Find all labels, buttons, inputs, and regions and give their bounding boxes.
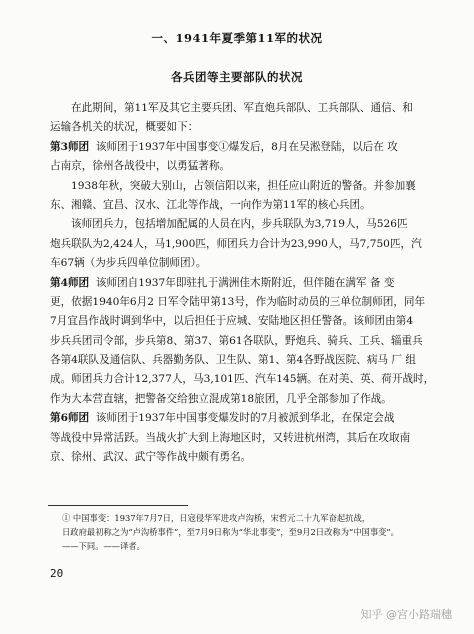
div4-line-1-text: 该师团自1937年即驻扎于满洲佳木斯附近，但伴随在满军 备 变 (95, 276, 395, 289)
div4-line-4: 步兵兵团司令部，步兵第8、第37、第61各联队，野炮兵、骑兵、工兵、辎重兵 (50, 334, 423, 347)
div3-line-3: 1938年秋，突破大别山，占领信阳以来，担任应山附近的警备。并参加襄 (71, 179, 416, 192)
footnote (62, 511, 452, 553)
intro-line-2: 运输各机关的状况，概要如下： (50, 121, 199, 134)
footnote-line-1: ① 中国事变：1937年7月7日，日寇侵华军进攻卢沟桥，宋哲元二十九军奋起抗战， (62, 513, 371, 523)
footnote-line-3: ——下同。——译者。 (62, 541, 145, 551)
div4-line-3: 7月宜昌作战时调到华中，以后担任于应城、安陆地区担任警备。该师团由第4 (50, 315, 414, 328)
div4-line-1 (50, 274, 440, 293)
intro-line-1: 在此期间，第11军及其它主要兵团、军直炮兵部队、工兵部队、通信、和 (71, 102, 413, 114)
div3-line-1-text: 该师团于1937年中国事变①爆发后，8月在吴淞登陆，以后在 攻 (95, 140, 398, 153)
div6-line-3: 京、徐州、武汉、武宁等作战中颇有勇名。 (50, 451, 252, 464)
div3-line-4: 东、湘赣、宜昌、汉水、江北等作战，一向作为第11军的核心兵团。 (50, 198, 371, 211)
footnote-line-2: 日政府最初称之为“卢沟桥事件”，至7月9日称为“华北事变”，至9月2日改称为“中国事变”。 (62, 527, 399, 537)
div3-line-7: 车67辆（为步兵四单位制师团）。 (50, 257, 207, 270)
div6-line-2: 等战役中异常活跃。当战火扩大到上海地区时，又转进杭州湾，其后在攻取南 (50, 431, 411, 444)
div3-line-6: 炮兵联队为2,424人，马1,900匹，师团兵力合计为23,990人，马7,750匹，汽 (50, 237, 422, 250)
div6-label: 第6师团 (50, 412, 90, 425)
div6-line-1-text: 该师团于1937年中国事变爆发时的7月被派到华北，在保定会战 (95, 412, 395, 425)
section-title: 一、1941年夏季第11军的状况 (151, 31, 323, 45)
footnote-divider (48, 505, 188, 506)
div4-label: 第4师团 (50, 276, 90, 289)
div4-line-2: 更，依据1940年6月2 日军令陆甲第13号，作为临时动员的三单位制师团，同年 (50, 295, 426, 308)
div3-line-1 (50, 138, 440, 157)
div4-line-7: 作为大本营直辖，把警备交给独立混成第18旅团，几乎全部参加了作战。 (50, 392, 392, 405)
div3-line-2: 占南京，徐州各战役中，以勇猛著称。 (50, 160, 231, 173)
div6-line-1 (50, 409, 440, 428)
page-number: 20 (50, 567, 64, 580)
body-text (50, 99, 440, 467)
watermark: 知乎 @宫小路瑞穗 (360, 608, 452, 621)
div3-label: 第3师团 (50, 140, 90, 153)
div4-line-5: 各第4联队及通信队、兵器勤务队、卫生队、第1、第4各野战医院、病马 厂 组 (50, 354, 416, 367)
section-subtitle: 各兵团等主要部队的状况 (171, 70, 303, 84)
div4-line-6: 成。师团兵力合计12,377人，马3,101匹、汽车145辆。在对美、英、荷开战时， (50, 373, 435, 386)
div3-line-5: 该师团兵力，包括增加配属的人员在内，步兵联队为3,719人，马526匹 (71, 218, 408, 231)
